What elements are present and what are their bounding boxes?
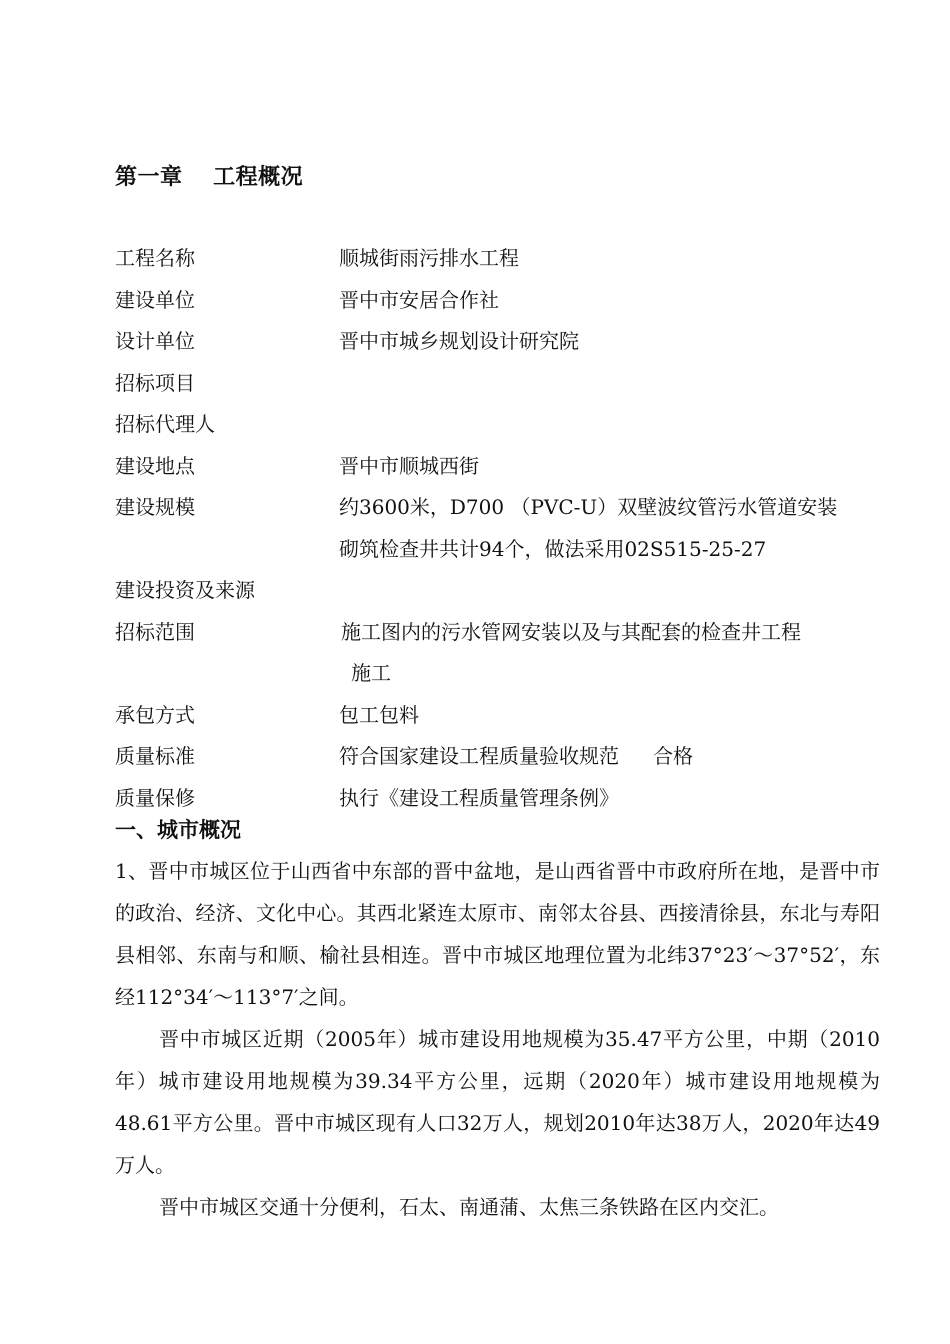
info-value-extra: 合格 [653,744,693,768]
info-value: 顺城街雨污排水工程 [339,246,519,270]
paragraph: 晋中市城区交通十分便利，石太、南通蒲、太焦三条铁路在区内交汇。 [159,1195,779,1219]
info-label: 招标项目 [115,370,195,395]
info-value [339,736,693,778]
info-value-line: 施工 [351,661,391,685]
info-label: 质量标准 [115,744,195,768]
info-value-line: 砌筑检查井共计94个，做法采用02S515-25-27 [339,536,767,561]
info-value: 晋中市城乡规划设计研究院 [339,329,579,353]
paragraph: 1、晋中市城区位于山西省中东部的晋中盆地，是山西省晋中市政府所在地，是晋中市的政治、经济、文化中心。其西北紧连太原市、南邻太谷县、西接清徐县，东北与寿阳县相邻、东南与和顺、榆社县相连。晋中市城区地理位置为北纬37°23′～37°52′，东经112°34′～113°7′之间。 [115,859,880,1009]
info-value: 包工包料 [339,702,419,727]
info-value [341,612,801,695]
info-row-construction-unit [115,280,875,322]
info-label: 建设地点 [115,453,195,478]
info-row-bid-agent [115,404,875,446]
project-info-table [115,238,875,819]
section-title: 一、城市概况 [115,818,241,842]
info-row-bid-scope [115,612,875,695]
info-label: 设计单位 [115,329,195,353]
info-value-line: 约3600米，D700 （PVC-U）双壁波纹管污水管道安装 [339,495,838,519]
info-row-contract-mode [115,695,875,737]
paragraph: 晋中市城区近期（2005年）城市建设用地规模为35.47平方公里，中期（2010年）城市建设用地规模为39.34平方公里，远期（2020年）城市建设用地规模为48.61平方公里。晋中市城区现有人口32万人，规划2010年达38万人，2020年达49万人。 [115,1027,880,1177]
info-value-text: 符合国家建设工程质量验收规范 [339,744,619,768]
info-label: 招标代理人 [115,412,215,436]
info-row-design-unit [115,321,875,363]
info-label: 建设投资及来源 [115,578,255,602]
info-label: 建设单位 [115,287,195,312]
info-row-project-name [115,238,875,280]
info-row-bid-project [115,363,875,405]
info-value: 执行《建设工程质量管理条例》 [339,785,619,810]
info-label: 建设规模 [115,495,195,519]
info-value: 晋中市安居合作社 [339,287,499,312]
info-row-location [115,446,875,488]
info-value [339,487,837,570]
info-value-line: 施工图内的污水管网安装以及与其配套的检查井工程 [341,619,801,644]
body-text [115,850,880,1228]
info-value: 晋中市顺城西街 [339,453,479,478]
chapter-title: 第一章 工程概况 [115,165,304,190]
info-label: 工程名称 [115,246,195,270]
info-label: 质量保修 [115,785,195,810]
info-row-investment [115,570,875,612]
info-row-quality-standard [115,736,875,778]
info-row-scale [115,487,875,570]
info-label: 承包方式 [115,702,195,727]
info-label: 招标范围 [115,619,195,644]
